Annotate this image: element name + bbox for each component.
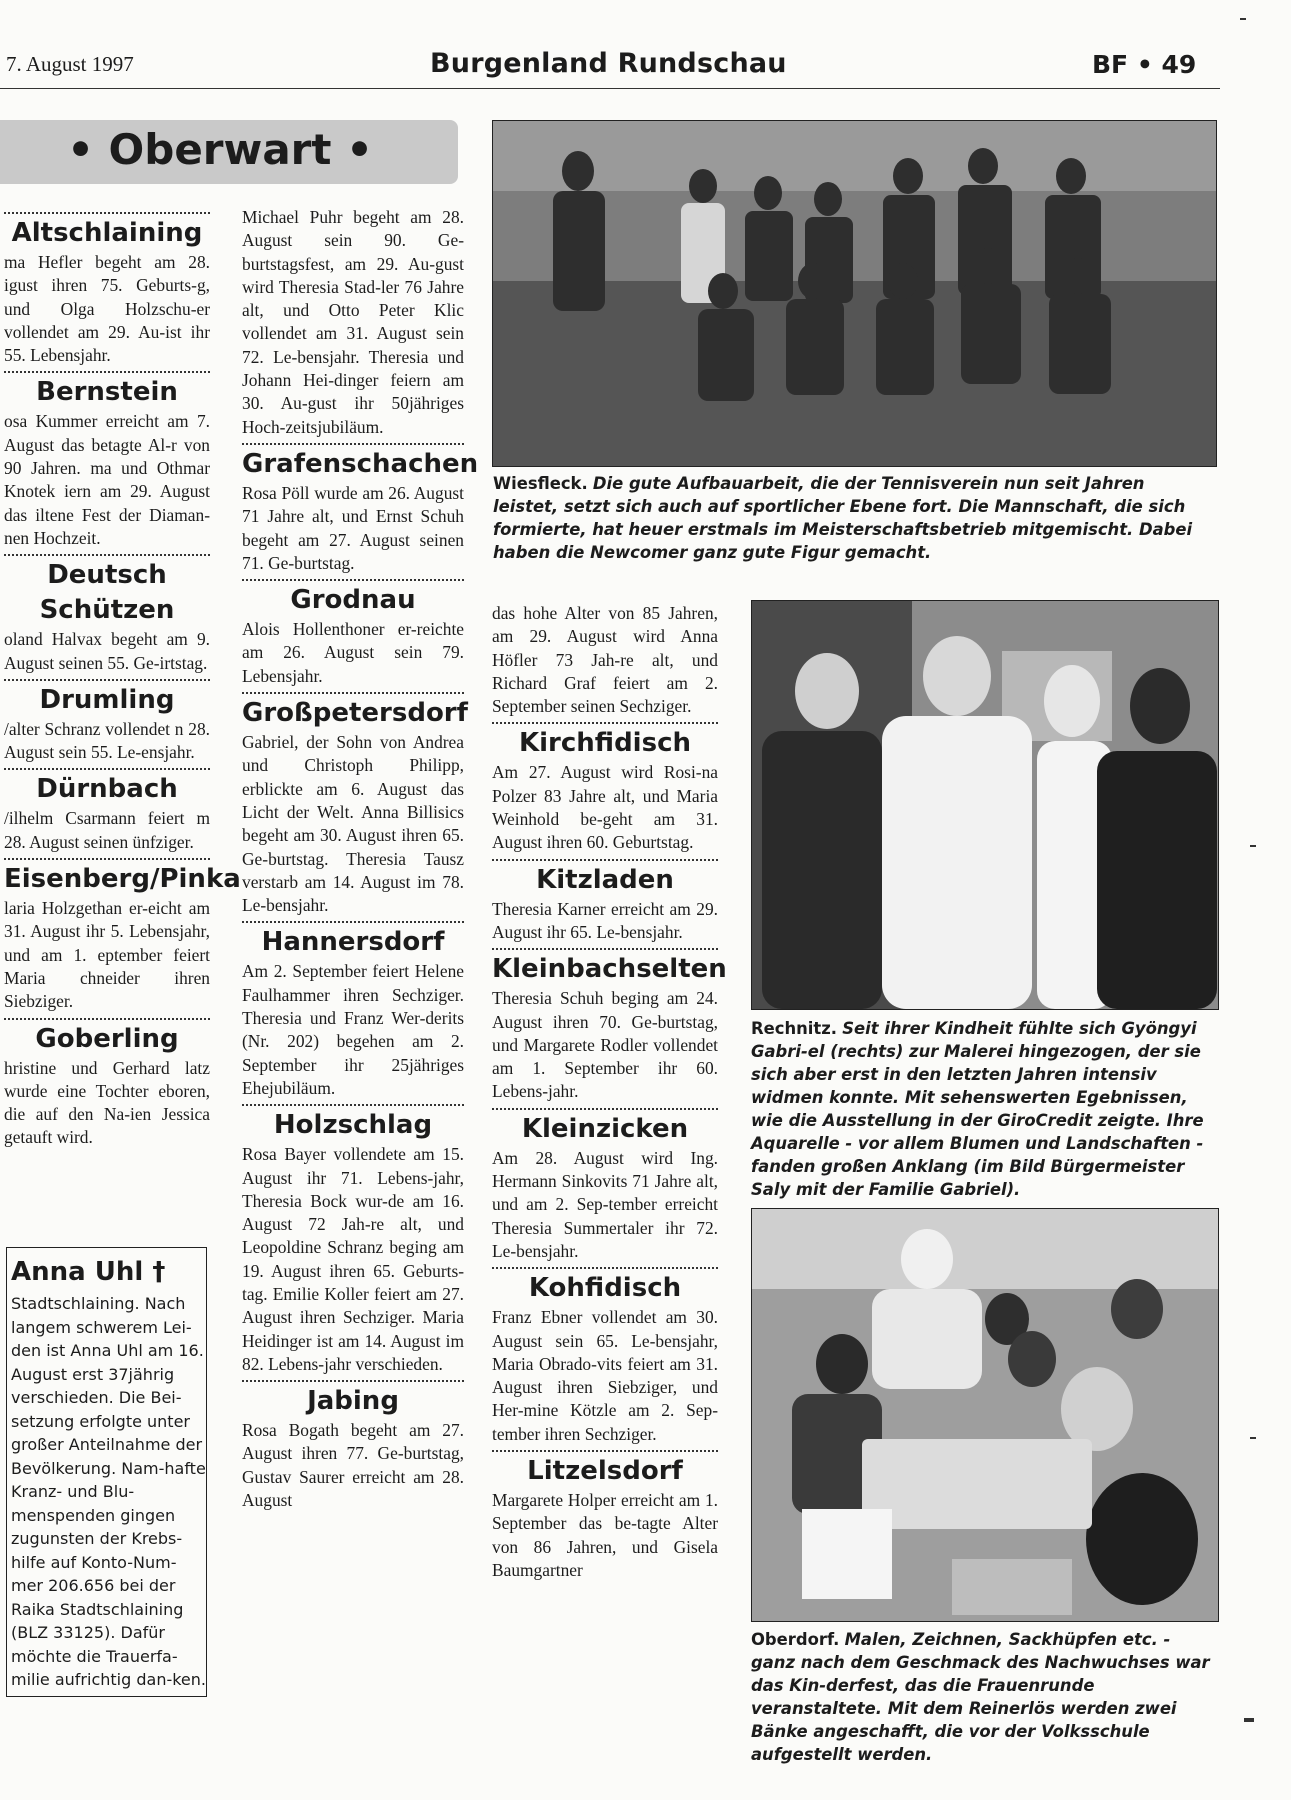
caption-place: Oberdorf.	[751, 1630, 840, 1649]
obituary-title: Anna Uhl †	[11, 1257, 166, 1287]
town-heading: Kirchfidisch	[519, 728, 691, 759]
town-heading: Goberling	[35, 1023, 179, 1054]
town-notice: Franz Ebner vollendet am 30. August sein 65. Le-bensjahr, Maria Obrado-vits feiert am 31. August ihren Siebziger, und Her-mine Kötzle am 2. Sep-tember ihren Sechziger.	[492, 1307, 718, 1444]
rechnitz-photo	[751, 600, 1219, 1010]
divider	[242, 1380, 464, 1382]
caption-place: Rechnitz.	[751, 1019, 838, 1038]
town-notice: oland Halvax begeht am 9. August seinen 55. Ge-irtstag.	[4, 629, 210, 673]
town-heading: Bernstein	[36, 377, 178, 408]
town-heading: Drumling	[39, 684, 175, 715]
divider	[4, 858, 210, 860]
divider	[242, 921, 464, 923]
divider	[242, 1104, 464, 1106]
divider	[492, 859, 718, 861]
issue-date: 7. August 1997	[6, 52, 134, 76]
town-notice: /ilhelm Csarmann feiert m 28. August seinen ünfziger.	[4, 808, 210, 852]
town-notice: /alter Schranz vollendet n 28. August sein 55. Le-ensjahr.	[4, 718, 210, 763]
town-heading: Kitzladen	[536, 864, 674, 895]
town-heading: Altschlaining	[11, 218, 203, 248]
town-heading: Jabing	[307, 1386, 399, 1417]
divider	[4, 212, 210, 214]
town-notice: Am 27. August wird Rosi-na Polzer 83 Jahre alt, und Maria Weinhold be-geht am 31. August ihren 60. Geburtstag.	[492, 762, 718, 853]
town-heading: Dürnbach	[36, 774, 178, 805]
town-notice: Alois Hollenthoner er-reichte am 26. August sein 79. Lebensjahr.	[242, 619, 464, 686]
divider	[492, 948, 718, 950]
rechnitz-illustration	[752, 601, 1218, 1009]
town-heading: Kleinzicken	[521, 1113, 689, 1144]
scan-mark	[1250, 1437, 1256, 1439]
obituary-text: Stadtschlaining. Nach langem schwerem Lei-den ist Anna Uhl am 16. August erst 37jährig verschieden. Die Bei-setzung erfolgte unter großer Anteilnahme der Bevölkerung. Nam-hafte Kranz- und Blu-menspenden gingen zugunsten der Krebs-hilfe auf Konto-Num-mer 206.656 bei der Raika Stadtschlaining (BLZ 33125). Dafür möchte die Trauerfa-milie aufrichtig dan-ken.	[11, 1294, 206, 1689]
divider	[4, 679, 210, 681]
continued-notice: das hohe Alter von 85 Jahren, am 29. August wird Anna Höfler 73 Jah-re alt, und Richard Graf feiert am 2. September seinen Sechziger.	[492, 603, 718, 717]
divider	[4, 554, 210, 556]
town-notice: Rosa Pöll wurde am 26. August 71 Jahre alt, und Ernst Schuh begeht am 27. August seinen 71. Ge-burtstag.	[242, 482, 464, 573]
town-notice: ma Hefler begeht am 28. igust ihren 75. Geburts-g, und Olga Holzschu-er vollendet am 29. Au-ist ihr 55. Lebensjahr.	[4, 252, 210, 366]
column-2	[242, 206, 479, 1512]
divider	[492, 1108, 718, 1110]
divider	[242, 579, 464, 581]
town-heading: Holzschlag	[273, 1110, 433, 1141]
divider	[492, 1267, 718, 1269]
section-title: • Oberwart •	[67, 125, 373, 174]
caption-text: Seit ihrer Kindheit fühlte sich Gyöngyi Gabri-el (rechts) zur Malerei hingezogen, der sie sich aber erst in den letzten Jahren intensiv widmen konnte. Mit sehenswerten Egebnissen, wie die Ausstellung in der GiroCredit zeigte. Ihre Aquarelle - vor allem Blumen und Landschaften - fanden großen Anklang (im Bild Bürgermeister Saly mit der Familie Gabriel).	[751, 1019, 1204, 1199]
divider	[492, 1450, 718, 1452]
scan-mark	[1240, 18, 1246, 20]
newspaper-title: Burgenland Rundschau	[430, 48, 787, 79]
rechnitz-caption	[751, 1017, 1219, 1201]
divider	[242, 443, 464, 445]
town-notice: Am 2. September feiert Helene Faulhammer ihren Sechziger. Theresia und Franz Wer-derits (Nr. 202) begehen am 2. September ihr 25jähriges Ehejubiläum.	[242, 961, 464, 1098]
obituary-box	[6, 1247, 207, 1697]
continued-notice: Michael Puhr begeht am 28. August sein 90. Ge-burtstagsfest, am 29. Au-gust wird Theresia Stad-ler 76 Jahre alt, und Otto Peter Klic vollendet am 31. August sein 72. Le-bensjahr. Theresia und Johann Hei-dinger feiern am 30. Au-gust ihr 50jähriges Hoch-zeitsjubiläum.	[242, 207, 464, 437]
town-notice: Margarete Holper erreicht am 1. September das be-tagte Alter von 86 Jahren, und Gisela Baumgartner	[492, 1490, 718, 1580]
tennis-caption	[493, 472, 1215, 564]
town-notice: Theresia Karner erreicht am 29. August ihr 65. Le-bensjahr.	[492, 898, 718, 942]
town-heading: Kohfidisch	[528, 1273, 682, 1304]
town-heading: Deutsch Schützen	[39, 560, 175, 626]
town-heading: Kleinbachselten	[492, 954, 727, 985]
oberdorf-illustration	[752, 1209, 1218, 1621]
town-heading: Litzelsdorf	[527, 1456, 683, 1487]
column-3	[492, 602, 727, 1582]
caption-text: Die gute Aufbauarbeit, die der Tennisverein nun seit Jahren leistet, setzt sich auch auf sportlicher Ebene fort. Die Mannschaft, die sich formierte, hat heuer erstmals im Meisterschaftsbetrieb mitgemischt. Dabei haben die Newcomer ganz gute Figur gemacht.	[493, 474, 1193, 562]
tennis-team-illustration	[493, 121, 1216, 466]
town-heading: Hannersdorf	[261, 927, 445, 958]
caption-place: Wiesfleck.	[493, 474, 588, 493]
divider	[4, 1018, 210, 1020]
town-notice: Am 28. August wird Ing. Hermann Sinkovits 71 Jahre alt, und am 2. Sep-tember erreicht Theresia Summertaler ihr 72. Le-bensjahr.	[492, 1147, 718, 1261]
section-banner	[0, 120, 458, 184]
town-notice: Theresia Schuh beging am 24. August ihren 70. Ge-burtstag, und Margarete Rodler vollendet am 1. September ihr 60. Lebens-jahr.	[492, 988, 718, 1102]
scan-mark	[1250, 845, 1256, 847]
divider	[4, 768, 210, 770]
divider	[242, 692, 464, 694]
scan-mark	[1244, 1718, 1254, 1722]
town-notice: Rosa Bayer vollendete am 15. August ihr 71. Lebens-jahr, Theresia Bock wur-de am 16. August 72 Jah-re alt, und Leopoldine Schranz beging am 19. August ihren 65. Geburts-tag. Emilie Koller feiert am 27. August ihren Sechziger. Maria Heidinger ist am 14. August im 82. Lebens-jahr verschieden.	[242, 1144, 464, 1374]
town-notice: osa Kummer erreicht am 7. August das betagte Al-r von 90 Jahren. ma und Othmar Knotek iern am 29. August das iltene Fest der Diaman-nen Hochzeit.	[4, 411, 210, 548]
page-number: BF • 49	[1092, 50, 1197, 79]
tennis-team-photo	[492, 120, 1217, 467]
town-notice: Gabriel, der Sohn von Andrea und Christoph Philipp, erblickte am 6. August das Licht der Welt. Anna Billisics begeht am 30. August ihren 65. Ge-burtstag. Theresia Tausz verstarb am 14. August im 78. Le-bensjahr.	[242, 732, 464, 916]
divider	[4, 371, 210, 373]
town-notice: hristine und Gerhard latz wurde eine Tochter eboren, die auf den Na-ien Jessica getauft wird.	[4, 1057, 210, 1148]
oberdorf-caption	[751, 1628, 1219, 1766]
header-rule	[0, 88, 1220, 89]
town-heading: Eisenberg/Pinka	[4, 864, 241, 895]
town-notice: laria Holzgethan er-eicht am 31. August ihr 5. Lebensjahr, und am 1. eptember feiert Maria chneider ihren Siebziger.	[4, 898, 210, 1012]
town-notice: Rosa Bogath begeht am 27. August ihren 77. Ge-burtstag, Gustav Saurer erreicht am 28. August	[242, 1420, 464, 1511]
column-1	[4, 208, 241, 1150]
divider	[492, 722, 718, 724]
town-heading: Grafenschachen	[242, 448, 479, 479]
town-heading: Grodnau	[290, 585, 416, 616]
oberdorf-photo	[751, 1208, 1219, 1622]
caption-text: Malen, Zeichnen, Sackhüpfen etc. - ganz nach dem Geschmack des Nachwuchses war das Kin-derfest, das die Frauenrunde veranstaltete. Mit dem Reinerlös werden zwei Bänke angeschafft, die vor der Volksschule aufgestellt werden.	[751, 1630, 1210, 1764]
town-heading: Großpetersdorf	[242, 698, 468, 729]
